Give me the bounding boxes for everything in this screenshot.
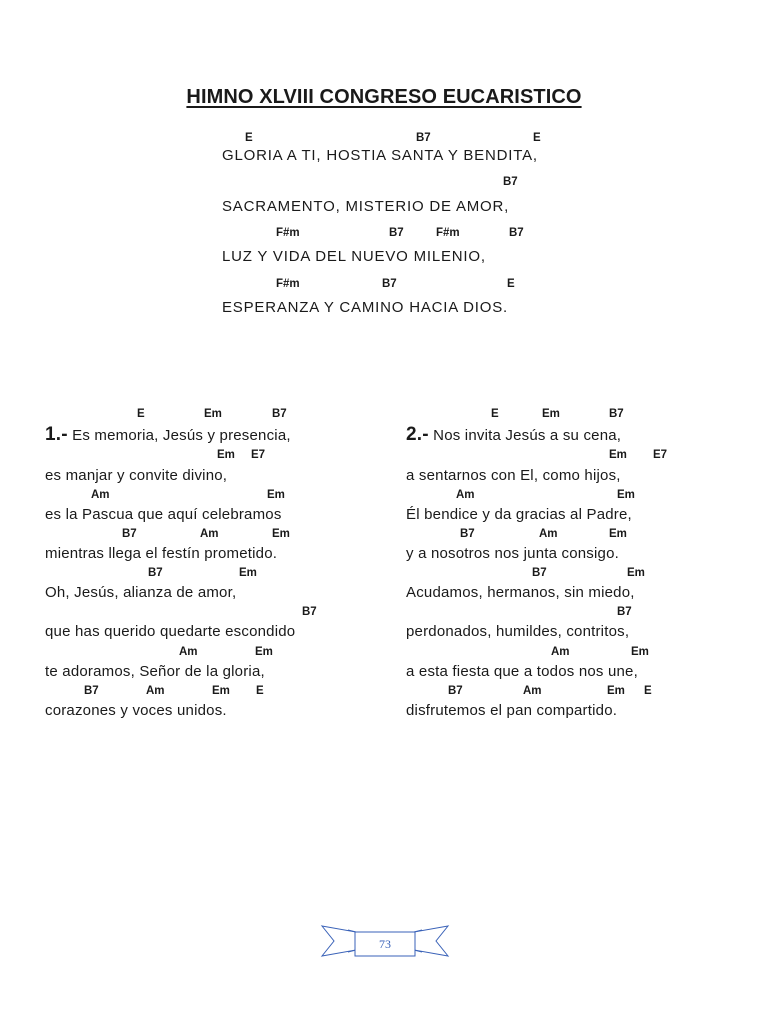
verse-line: disfrutemos el pan compartido. bbox=[406, 702, 618, 719]
verse-line: es manjar y convite divino, bbox=[45, 467, 228, 484]
verse-line: a esta fiesta que a todos nos une, bbox=[406, 663, 638, 680]
verse-line: a sentarnos con El, como hijos, bbox=[406, 467, 621, 484]
page-number: 73 bbox=[379, 937, 391, 951]
verse-line: y a nosotros nos junta consigo. bbox=[406, 545, 619, 562]
chord: Em bbox=[617, 489, 635, 501]
chord: B7 bbox=[617, 606, 632, 618]
chord: Am bbox=[456, 489, 475, 501]
chord: B7 bbox=[609, 408, 624, 420]
verse-line: que has querido quedarte escondido bbox=[45, 623, 296, 640]
hymn-title: HIMNO XLVIII CONGRESO EUCARISTICO bbox=[186, 86, 582, 108]
chorus-line: GLORIA A TI, HOSTIA SANTA Y BENDITA, bbox=[222, 147, 538, 164]
chord: Em bbox=[542, 408, 560, 420]
chord: B7 bbox=[509, 227, 524, 239]
chord: F#m bbox=[276, 278, 300, 290]
chord: B7 bbox=[460, 528, 475, 540]
chord: B7 bbox=[503, 176, 518, 188]
chord: E bbox=[491, 408, 499, 420]
chord: B7 bbox=[148, 567, 163, 579]
chord: Em bbox=[217, 449, 235, 461]
chord: E bbox=[644, 685, 652, 697]
verse-line: Es memoria, Jesús y presencia, bbox=[72, 427, 291, 444]
chord: E bbox=[245, 132, 253, 144]
chord: B7 bbox=[382, 278, 397, 290]
chord: Am bbox=[551, 646, 570, 658]
verse-line: Acudamos, hermanos, sin miedo, bbox=[406, 584, 635, 601]
verse-line: mientras llega el festín prometido. bbox=[45, 545, 278, 562]
chord: Am bbox=[91, 489, 110, 501]
chord: B7 bbox=[272, 408, 287, 420]
chord: Em bbox=[627, 567, 645, 579]
chord: E bbox=[507, 278, 515, 290]
chord: Em bbox=[631, 646, 649, 658]
chord: E bbox=[256, 685, 264, 697]
chord: E7 bbox=[251, 449, 266, 461]
verse-number: 1.- bbox=[45, 424, 68, 445]
chord: B7 bbox=[84, 685, 99, 697]
chord: Em bbox=[204, 408, 222, 420]
chord: Em bbox=[239, 567, 257, 579]
verse-number: 2.- bbox=[406, 424, 429, 445]
chord: Am bbox=[539, 528, 558, 540]
chord: Am bbox=[200, 528, 219, 540]
chord: Em bbox=[267, 489, 285, 501]
chorus-line: ESPERANZA Y CAMINO HACIA DIOS. bbox=[222, 299, 509, 316]
chord: Em bbox=[609, 528, 627, 540]
verse-line: perdonados, humildes, contritos, bbox=[406, 623, 630, 640]
chord: B7 bbox=[532, 567, 547, 579]
chord: B7 bbox=[302, 606, 317, 618]
chorus-line: SACRAMENTO, MISTERIO DE AMOR, bbox=[222, 198, 510, 215]
chord: B7 bbox=[122, 528, 137, 540]
verse-line: es la Pascua que aquí celebramos bbox=[45, 506, 282, 523]
chord: Em bbox=[607, 685, 625, 697]
chord: B7 bbox=[389, 227, 404, 239]
chord: Am bbox=[523, 685, 542, 697]
chord: Em bbox=[212, 685, 230, 697]
verse-line: Nos invita Jesús a su cena, bbox=[433, 427, 622, 444]
chord: Am bbox=[179, 646, 198, 658]
chord: Am bbox=[146, 685, 165, 697]
chorus-line: LUZ Y VIDA DEL NUEVO MILENIO, bbox=[222, 248, 486, 265]
chord: E7 bbox=[653, 449, 668, 461]
chord: F#m bbox=[436, 227, 460, 239]
verse-line: Él bendice y da gracias al Padre, bbox=[406, 506, 632, 523]
chord: B7 bbox=[448, 685, 463, 697]
chord: E bbox=[533, 132, 541, 144]
chord: Em bbox=[272, 528, 290, 540]
chord: B7 bbox=[416, 132, 431, 144]
chord: F#m bbox=[276, 227, 300, 239]
verse-line: te adoramos, Señor de la gloria, bbox=[45, 663, 265, 680]
chord: Em bbox=[609, 449, 627, 461]
chord: Em bbox=[255, 646, 273, 658]
verse-line: corazones y voces unidos. bbox=[45, 702, 227, 719]
chord: E bbox=[137, 408, 145, 420]
verse-line: Oh, Jesús, alianza de amor, bbox=[45, 584, 237, 601]
